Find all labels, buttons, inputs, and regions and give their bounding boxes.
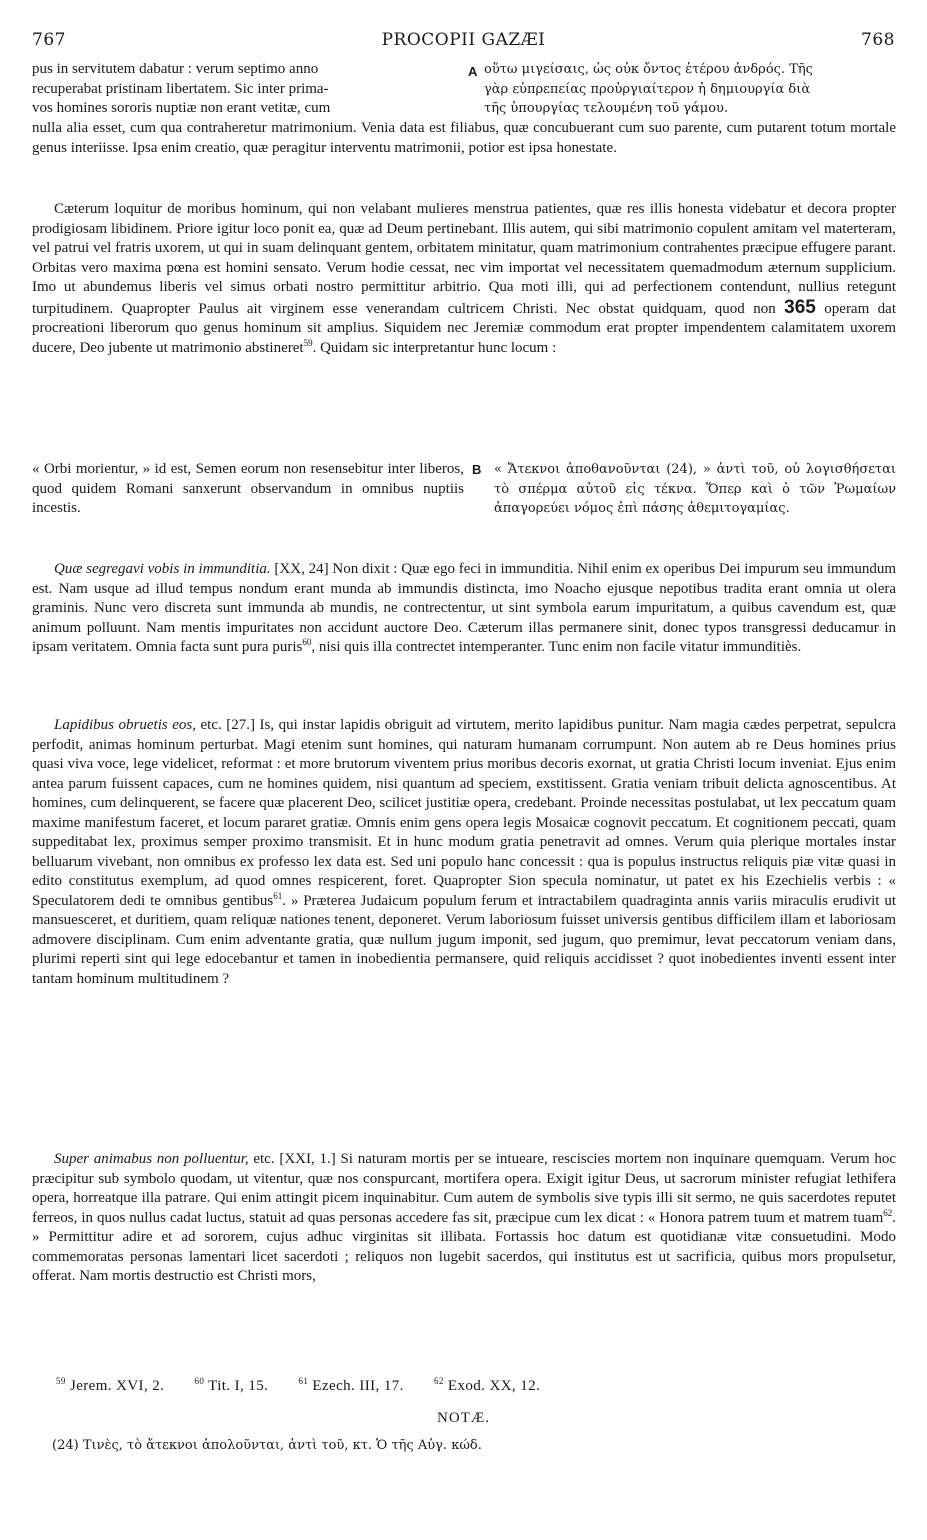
footnote-text: Ezech. III, 17. bbox=[312, 1378, 404, 1394]
paragraph-text bbox=[32, 716, 896, 989]
page-number-left: 767 bbox=[32, 30, 66, 50]
footnote-ref-61: 61 bbox=[273, 890, 283, 901]
footnote-number: 62 bbox=[433, 1376, 444, 1386]
footnote-text: Tit. I, 15. bbox=[208, 1378, 269, 1394]
paragraph-5 bbox=[32, 1150, 896, 1287]
lemma: Super animabus non polluentur, bbox=[54, 1151, 249, 1167]
para2-text-a: Cæterum loquitur de moribus hominum, qui non velabant mulieres menstrua patientes, quæ res illis honesta videbatur et decora propter prodigiosam libidinem. Priore igitur loco ponit ea, quæ ad Deum pertinebant. Illis autem, qui sibi matrimonio copulent amitam vel materteram, vel patrui vel fratris uxorem, ut qui in suam delinquant gentem, orbitatem minitatur, quam matrimonium contrahentes præcipue effugere parant. Orbitas vero maxima pœna est homini sensato. Verum hodie cessat, nec vim importat vel necessitatem quemadmodum æternum supplicium. Imo ut abundemus liberis vel simus orbati nostro permittitur arbitrio. Qua moti illi, qui ad perfectionem contendunt, nullius retegunt turpitudinem. Quapropter Paulus ait virginem esse venerandam cultricem Christi. Nec obstat quidquam, quod non bbox=[32, 201, 896, 317]
footnote-ref-60: 60 bbox=[302, 637, 312, 647]
footnote bbox=[56, 1378, 164, 1394]
footnote-text: Exod. XX, 12. bbox=[447, 1378, 541, 1394]
top-greek-line-2: γὰρ εὐπρεπείας προὐργιαίτερον ἡ δημιουργία διὰ bbox=[484, 81, 811, 97]
etc: etc. bbox=[253, 1151, 275, 1167]
greek-column: « Ἄτεκνοι ἀποθανοῦνται (24), » ἀντὶ τοῦ, οὐ λογισθήσεται τὸ σπέρμα αὐτοῦ εἰς τέκνα. Ὅπερ καὶ ὁ τῶν Ῥωμαίων ἀπαγορεύει νόμος ἐπὶ πάσης ἀθεμιτογαμίας. bbox=[494, 462, 896, 516]
paragraph-4 bbox=[32, 716, 896, 989]
top-greek-line-1: οὕτω μιγείσαις, ὡς οὐκ ὄντος ἑτέρου ἀνδρός. Τῆς bbox=[484, 62, 813, 77]
para3-text: Non dixit : Quæ ego feci in immunditia. Nihil enim ex operibus Dei impurum seu immundum est. Nam usque ad illud tempus nondum erant munda ab immundis distincta, imo Noacho ejusque nepotibus tradita erant omnia ut olera graminis. Nunc vero discreta sunt immunda ab mundis, ne contrectentur, ut sint symbola earum impuritatum, a quibus cavendum est, quæ animum polluunt. Nam mentis impuritates non accidunt auctore Deo. Cæterum illas permanere sinit, donec typos transgressi deducamur in ipsam veritatem. Omnia facta sunt pura puris bbox=[32, 561, 897, 655]
footnote-number: 61 bbox=[298, 1376, 309, 1386]
etc: etc. bbox=[200, 717, 222, 733]
page-number-right: 768 bbox=[861, 30, 895, 50]
footnote bbox=[298, 1378, 403, 1394]
para2-text-c: . Quidam sic interpretantur hunc locum : bbox=[312, 339, 557, 356]
paragraph-text bbox=[32, 1150, 896, 1287]
column-number-365: 365 bbox=[784, 296, 816, 318]
parallel-block bbox=[32, 460, 896, 556]
verse-ref: [XXI, 1.] bbox=[279, 1151, 336, 1167]
top-latin-line-1: pus in servitutem dabatur : verum septimo anno bbox=[32, 61, 319, 77]
footnote-number: 59 bbox=[56, 1376, 66, 1386]
top-latin-line-2: recuperabat pristinam libertatem. Sic inter prima- bbox=[32, 80, 329, 97]
verse-ref: [XX, 24] bbox=[274, 561, 329, 577]
top-greek-column bbox=[484, 60, 896, 119]
para3-tail: , nisi quis illa contrectet intemperanter. Tunc enim non facile vitatur immunditiès. bbox=[311, 639, 802, 655]
footnotes bbox=[56, 1378, 856, 1395]
top-latin-line-3: vos homines sororis nuptiæ non erant vetitæ, cum bbox=[32, 100, 331, 116]
top-greek-line-3: τῆς ὑπουργίας τελουμένη τοῦ γάμου. bbox=[484, 101, 729, 116]
top-latin-column bbox=[32, 60, 462, 119]
paragraph-text: nulla alia esset, cum qua contraheretur matrimonium. Venia data est filiabus, quæ concubuerant cum suo parente, cum putarent totum mortale genus interiisse. Ipsa enim creatio, quæ peragitur interventu matrimonii, potior est ipsa honestate. bbox=[32, 120, 896, 156]
lemma: Quæ segregavi vobis in immunditia. bbox=[54, 561, 271, 577]
notae-text: (24) Τινὲς, τὸ ἄτεκνοι ἀπολοῦνται, ἀντὶ τοῦ, κτ. Ὁ τῆς Αὐγ. κώδ. bbox=[52, 1438, 482, 1453]
running-head bbox=[32, 30, 895, 56]
footnote-text: Jerem. XVI, 2. bbox=[69, 1378, 165, 1394]
footnote-ref-62: 62 bbox=[883, 1207, 893, 1218]
column-marker-b: B bbox=[472, 462, 482, 477]
paragraph-1-rest bbox=[32, 119, 896, 158]
footnote bbox=[194, 1378, 268, 1394]
notae-heading: NOTÆ. bbox=[437, 1410, 490, 1426]
column-marker-a: A bbox=[468, 64, 478, 79]
lemma: Lapidibus obruetis eos, bbox=[54, 717, 196, 733]
para5-text-a: Si naturam mortis per se intueare, resciscies mortem non inquinare quemquam. Verum hoc præcipitur sub symbolo quodam, ut vitentur, quæ nos conspurcant, mortifera opera. Exigit igitur Deus, ut sacrorum minister refugiat lethifera opera, horreatque illa patrare. Qui enim attingit picem inquinabitur. Cum autem de symbolis sive typis illi sit sermo, ne quis sacerdotes reputet ferreos, in quos nullus cadat luctus, statuit ad quas personas accedere fas sit, præcipue cum lex dicat : « Honora patrem tuum et matrem tuam bbox=[32, 1151, 896, 1226]
para4-text-b: . » Præterea Judaicum populum ferum et intractabilem quadraginta annis variis miraculis erudivit ut mansuesceret, et duritiem, quam reliquæ nationes tenent, deponeret. Verum laboriosum fuisset universis gentibus difficilem illam et laboriosam admovere disciplinam. Cum enim adventante gratia, quæ nullum jugum imponit, sed jugum, quo premimur, levat peccatorum veniam dans, plurimi reperti sint qui lege edocebantur et tamen in inobedientia permansere, quid reliquis accidisset ? quot inobedientes inventi essent inter tantam hominum multitudinem ? bbox=[32, 892, 896, 987]
latin-column: « Orbi morientur, » id est, Semen eorum non resensebitur inter liberos, quod quidem Romani sanxerunt observandum in omnibus nuptiis incestis. bbox=[32, 461, 464, 516]
page-title: PROCOPII GAZÆI bbox=[381, 30, 546, 50]
top-parallel-lines bbox=[32, 60, 896, 120]
para4-text-a: Is, qui instar lapidis obriguit ad virtutem, merito lapidibus punitur. Nam magia cædes perpetrat, sepulcra perfodit, animas hominum perturbat. Magi etenim sunt homines, qui naturam humanam corrumpunt. Non autem ab re Deus homines prius quasi viva voce, lege videlicet, reformat : et more brutorum viventem prius moribus decoris exornat, ut gratia Christi locum inveniat. Ejus enim antea parum fuissent capaces, cum ne homines quidem, nisi quantum ad speciem, exstitissent. Gratia veniam tribuit delicta agnoscentibus. At homines, cum delinquerent, se facere quæ placerent Deo, scilicet justitiæ opera, credebant. Proinde necessitas postulabat, ut lex peccatum quam maxime manifestum faceret, et locum pararet gratiæ. Omnis enim gens opera legis Mosaicæ cognovit peccatum. Et cognitionem peccati, quam suppeditabat lex, proximus semper proximo transmisit. Et in hunc modum gratia penetravit ad omnes. Verum quia plerique mortales instar belluarum vivebant, non omnibus ex professo lex data est. Sed uni populo hanc concessit : qua is populus instructus reliquis piæ vitæ quasi in edito constitutus exemplum, ad quod omnes respicerent, foret. Quapropter Sion specula nominatur, ut patet ex his Ezechielis verbis : « Speculatorem dedi te omnibus gentibus bbox=[32, 717, 897, 909]
verse-ref: [27.] bbox=[226, 717, 256, 733]
paragraph-3 bbox=[32, 560, 896, 658]
paragraph-text bbox=[32, 200, 896, 358]
footnote bbox=[434, 1378, 540, 1394]
footnote-ref-59: 59 bbox=[303, 337, 313, 348]
paragraph-text bbox=[32, 560, 896, 658]
paragraph-2 bbox=[32, 200, 896, 358]
para5-text-b: . » Permittitur adire et ad sororem, cujus adhuc virginitas sit illibata. Fortassis hoc datum est quotidianæ vitæ consuetudini. Modo commemoratas personas lamentari licet sacerdoti ; reliquos non lugebit sacerdos, qui institutus est ut sacrificia, quibus mors propulsetur, offerat. Nam mortis destructio est Christi mors, bbox=[32, 1209, 896, 1284]
para2-text-b: operam dat procreationi liberorum quo genus hominum sit amplius. Siquidem nec Jeremiæ commodum erat propter impendentem calamitatem uxorem ducere, Deo jubente ut matrimonio abstineret bbox=[32, 300, 897, 356]
footnote-number: 60 bbox=[194, 1376, 205, 1386]
